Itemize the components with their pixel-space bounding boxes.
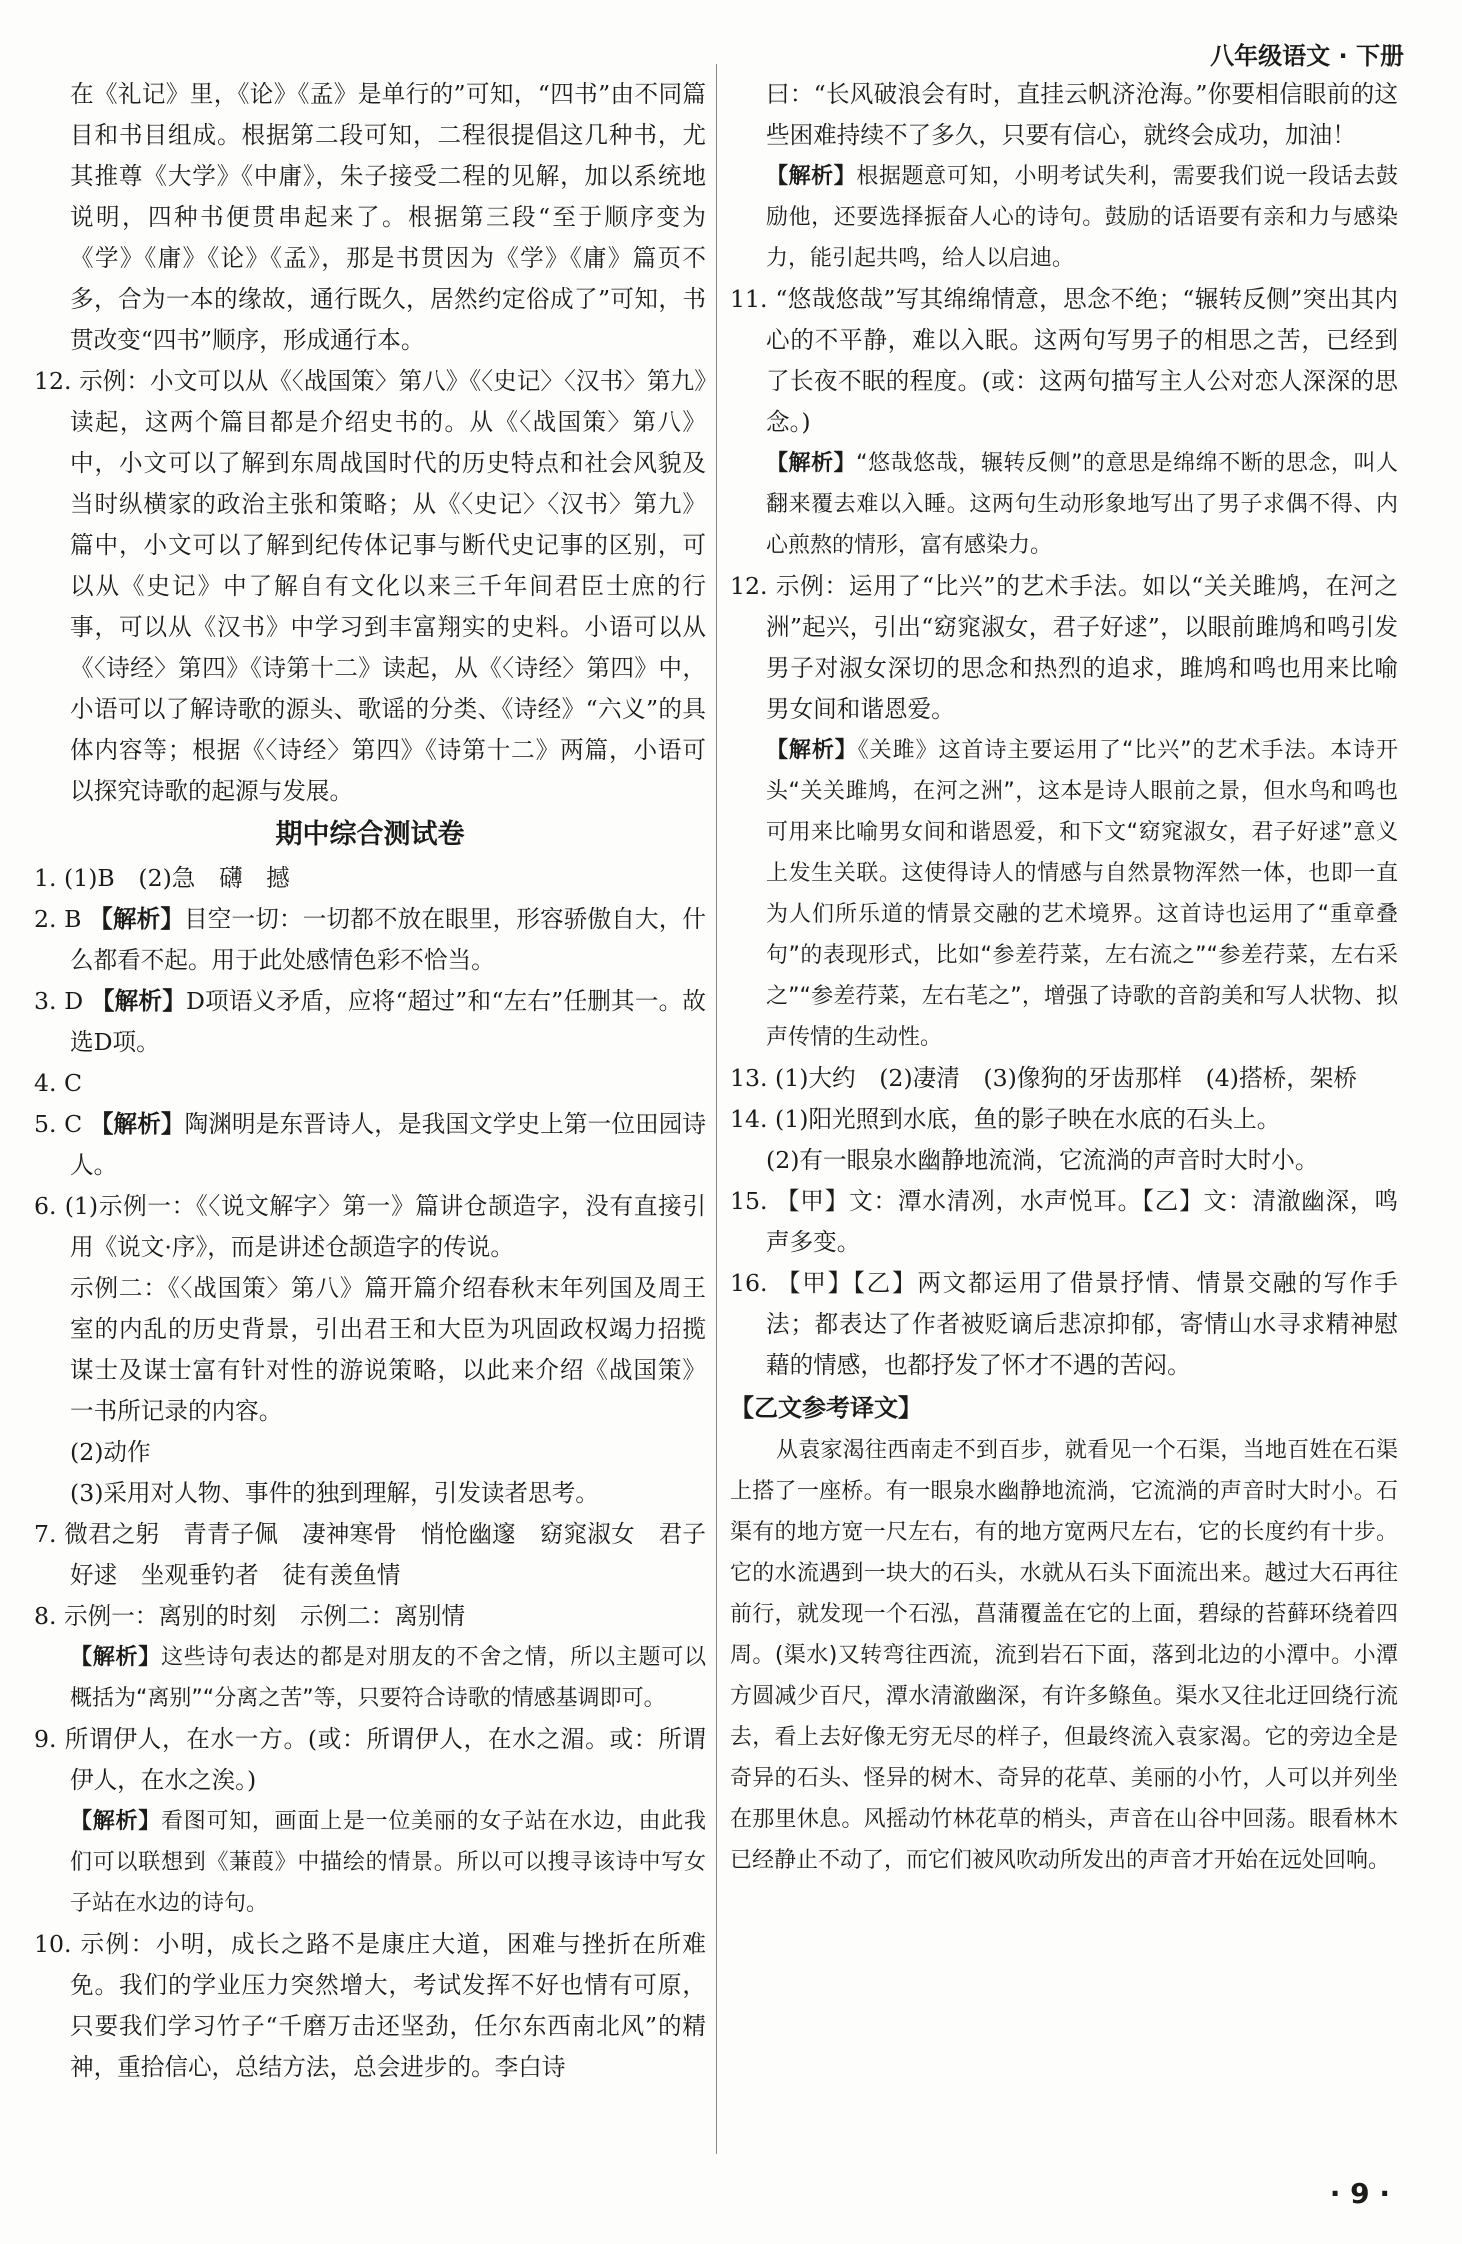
- answer-3-text: D项语义矛盾，应将“超过”和“左右”任删其一。故选D项。: [70, 987, 706, 1056]
- answer-10: 10. 示例：小明，成长之路不是康庄大道，困难与挫折在所难免。我们的学业压力突然增大，考试发挥不好也情有可原，只要我们学习竹子“千磨万击还坚劲，任尔东西南北风”的精神，重拾信心，总结方法，总会进步的。李白诗: [34, 1930, 706, 2081]
- answer-9-analysis: [34, 1801, 706, 1924]
- analysis-tag: 【解析】: [90, 987, 186, 1015]
- answer-16: 16. 【甲】【乙】两文都运用了借景抒情、情景交融的写作手法；都表达了作者被贬谪后悲凉抑郁，寄情山水寻求精神慰藉的情感，也都抒发了怀才不遇的苦闷。: [730, 1269, 1398, 1379]
- answer-12-analysis: [730, 730, 1398, 1058]
- answer-10-analysis: [730, 156, 1398, 279]
- answer-3-num: 3. D: [34, 987, 84, 1015]
- analysis-text: “悠哉悠哉，辗转反侧”的意思是绵绵不断的思念，叫人翻来覆去难以入睡。这两句生动形象地写出了男子求偶不得、内心煎熬的情形，富有感染力。: [766, 451, 1398, 558]
- answer-14-2: (2)有一眼泉水幽静地流淌，它流淌的声音时大时小。: [766, 1146, 1319, 1174]
- page-header: 八年级语文 · 下册: [1210, 42, 1404, 70]
- analysis-text: 《关雎》这首诗主要运用了“比兴”的艺术手法。本诗开头“关关雎鸠，在河之洲”，这本是诗人眼前之景，但水鸟和鸣也可用来比喻男女间和谐恩爱，和下文“窈窕淑女，君子好逑”意义上发生关联。这使得诗人的情感与自然景物浑然一体，也即一直为人们所乐道的情景交融的艺术境界。这首诗也运用了“重章叠句”的表现形式，比如“参差荇菜，左右流之”“参差荇菜，左右采之”“参差荇菜，左右芼之”，增强了诗歌的音韵美和写人状物、拟声传情的生动性。: [766, 738, 1398, 1050]
- right-column: [730, 74, 1398, 1881]
- answer-2-num: 2. B: [34, 905, 82, 933]
- answer-10-continuation: 曰：“长风破浪会有时，直挂云帆济沧海。”你要相信眼前的这些困难持续不了多久，只要有信心，就终会成功，加油！: [766, 80, 1398, 149]
- answer-6-example-2: 示例二：《〈战国策〉第八》篇开篇介绍春秋末年列国及周王室的内乱的历史背景，引出君王和大臣为巩固政权竭力招揽谋士及谋士富有针对性的游说策略，以此来介绍《战国策》一书所记录的内容。: [70, 1274, 706, 1425]
- answer-2-text: 目空一切：一切都不放在眼里，形容骄傲自大，什么都看不起。用于此处感情色彩不恰当。: [70, 905, 707, 974]
- left-column: [34, 74, 706, 2088]
- answer-8: 8. 示例一：离别的时刻 示例二：离别情: [34, 1602, 466, 1630]
- answer-6-1: 6. (1)示例一：《〈说文解字〉第一》篇讲仓颉造字，没有直接引用《说文·序》，而是讲述仓颉造字的传说。: [34, 1192, 706, 1261]
- answer-12-poem: 12. 示例：运用了“比兴”的艺术手法。如以“关关雎鸠，在河之洲”起兴，引出“窈窕淑女，君子好逑”，以眼前雎鸠和鸣引发男子对淑女深切的思念和热烈的追求，雎鸠和鸣也用来比喻男女间和谐恩爱。: [730, 572, 1398, 723]
- answer-11: 11. “悠哉悠哉”写其绵绵情意，思念不绝；“辗转反侧”突出其内心的不平静，难以入眠。这两句写男子的相思之苦，已经到了长夜不眠的程度。(或：这两句描写主人公对恋人深深的思念。): [730, 285, 1398, 436]
- analysis-tag: 【解析】: [70, 1809, 161, 1834]
- answer-3: [34, 981, 706, 1063]
- answer-8-analysis: [34, 1637, 706, 1719]
- analysis-tag: 【解析】: [766, 451, 857, 476]
- answer-5-num: 5. C: [34, 1110, 83, 1138]
- analysis-text: 这些诗句表达的都是对朋友的不舍之情，所以主题可以概括为“离别”“分离之苦”等，只要符合诗歌的情感基调即可。: [70, 1645, 706, 1711]
- analysis-tag: 【解析】: [89, 905, 185, 933]
- answer-11-analysis: [730, 443, 1398, 566]
- analysis-text: 根据题意可知，小明考试失利，需要我们说一段话去鼓励他，还要选择振奋人心的诗句。鼓励的话语要有亲和力与感染力，能引起共鸣，给人以启迪。: [766, 164, 1398, 271]
- answer-9: 9. 所谓伊人，在水一方。(或：所谓伊人，在水之湄。或：所谓伊人，在水之涘。): [34, 1725, 706, 1794]
- column-divider: [716, 64, 717, 2154]
- answer-7: 7. 微君之躬 青青子佩 凄神寒骨 悄怆幽邃 窈窕淑女 君子好逑 坐观垂钓者 徒有羡鱼情: [34, 1520, 706, 1589]
- answer-5: [34, 1104, 706, 1186]
- answer-6-3: (3)采用对人物、事件的独到理解，引发读者思考。: [70, 1479, 599, 1507]
- section-title: 期中综合测试卷: [275, 819, 465, 850]
- analysis-text: 看图可知，画面上是一位美丽的女子站在水边，由此我们可以联想到《蒹葭》中描绘的情景。所以可以搜寻该诗中写女子站在水边的诗句。: [70, 1809, 706, 1916]
- translation-title: 【乙文参考译文】: [730, 1394, 922, 1422]
- answer-4: 4. C: [34, 1069, 83, 1097]
- analysis-tag: 【解析】: [89, 1110, 185, 1138]
- answer-14-1: 14. (1)阳光照到水底，鱼的影子映在水底的石头上。: [730, 1105, 1281, 1133]
- translation-text: 从袁家渴往西南走不到百步，就看见一个石渠，当地百姓在石渠上搭了一座桥。有一眼泉水幽静地流淌，它流淌的声音时大时小。石渠有的地方宽一尺左右，有的地方宽两尺左右，它的长度约有十步。它的水流遇到一块大的石头，水就从石头下面流出来。越过大石再往前行，就发现一个石泓，菖蒲覆盖在它的上面，碧绿的苔藓环绕着四周。(渠水)又转弯往西流，流到岩石下面，落到北边的小潭中。小潭方圆减少百尺，潭水清澈幽深，有许多鲦鱼。渠水又往北迂回绕行流去，看上去好像无穷无尽的样子，但最终流入袁家渴。它的旁边全是奇异的石头、怪异的树木、奇异的花草、美丽的小竹，人可以并列坐在那里休息。风摇动竹林花草的梢头，声音在山谷中回荡。眼看林木已经静止不动了，而它们被风吹动所发出的声音才开始在远处回响。: [730, 1438, 1398, 1873]
- answer-continuation: 在《礼记》里，《论》《孟》是单行的”可知，“四书”由不同篇目和书目组成。根据第二段可知，二程很提倡这几种书，尤其推尊《大学》《中庸》，朱子接受二程的见解，加以系统地说明，四种书便贯串起来了。根据第三段“至于顺序变为《学》《庸》《论》《孟》，那是书贯因为《学》《庸》篇页不多，合为一本的缘故，通行既久，居然约定俗成了”可知，书贯改变“四书”顺序，形成通行本。: [70, 80, 706, 354]
- analysis-tag: 【解析】: [766, 164, 857, 189]
- answer-5-text: 陶渊明是东晋诗人，是我国文学史上第一位田园诗人。: [70, 1110, 707, 1179]
- page-number: · 9 ·: [1329, 2177, 1390, 2210]
- analysis-tag: 【解析】: [70, 1645, 161, 1670]
- answer-13: 13. (1)大约 (2)凄清 (3)像狗的牙齿那样 (4)搭桥，架桥: [730, 1064, 1357, 1092]
- answer-6-2: (2)动作: [70, 1438, 151, 1466]
- analysis-tag: 【解析】: [766, 738, 858, 763]
- answer-12: 12. 示例：小文可以从《〈战国策〉第八》《〈史记〉〈汉书〉第九》读起，这两个篇目都是介绍史书的。从《〈战国策〉第八》中，小文可以了解到东周战国时代的历史特点和社会风貌及当时纵横家的政治主张和策略；从《〈史记〉〈汉书〉第九》篇中，小文可以了解到纪传体记事与断代史记事的区别，可以从《史记》中了解自有文化以来三千年间君臣士庶的行事，可以从《汉书》中学习到丰富翔实的史料。小语可以从《〈诗经〉第四》《诗第十二》读起，从《〈诗经〉第四》中，小语可以了解诗歌的源头、歌谣的分类、《诗经》“六义”的具体内容等；根据《〈诗经〉第四》《诗第十二》两篇，小语可以探究诗歌的起源与发展。: [34, 367, 706, 805]
- answer-1: 1. (1)B (2)急 礴 撼: [34, 864, 290, 892]
- answer-2: [34, 899, 706, 981]
- answer-15: 15. 【甲】文：潭水清冽，水声悦耳。【乙】文：清澈幽深，鸣声多变。: [730, 1187, 1398, 1256]
